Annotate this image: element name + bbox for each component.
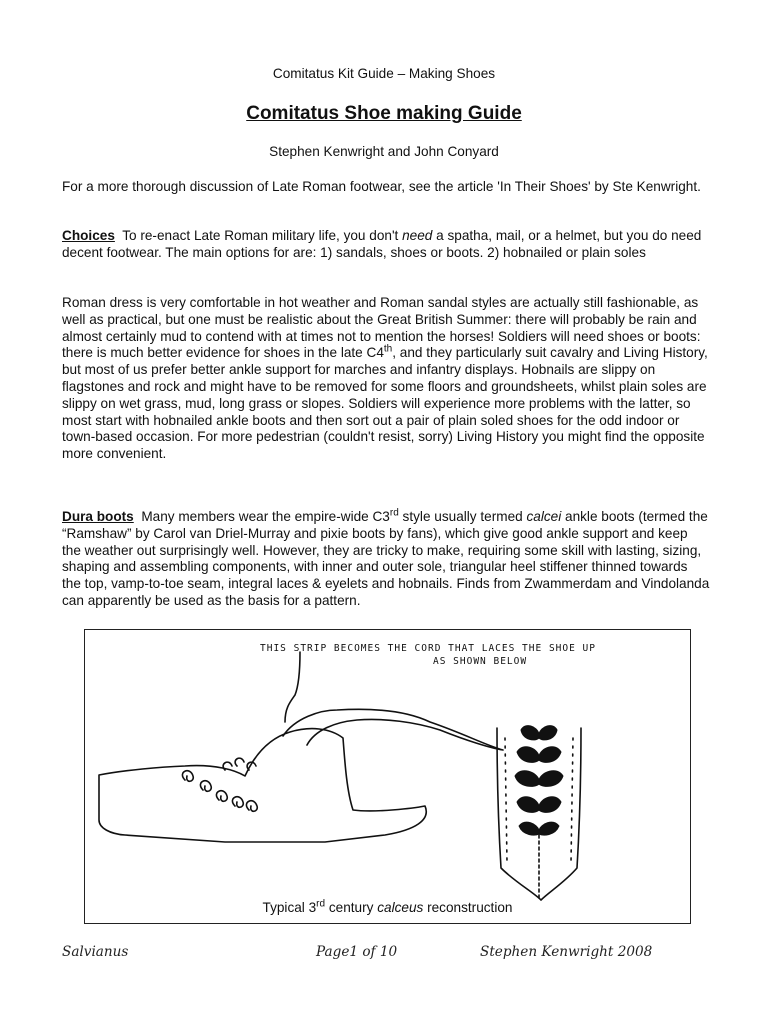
sole-stitch-left	[505, 738, 507, 862]
authors-line: Stephen Kenwright and John Conyard	[269, 144, 499, 159]
choices-heading: Choices	[62, 228, 115, 243]
dura-text-2: style usually termed	[398, 509, 527, 524]
boot-outline	[99, 729, 426, 842]
page-title: Comitatus Shoe making Guide	[246, 103, 522, 124]
laced-pattern	[515, 726, 563, 835]
roman-dress-paragraph	[62, 295, 710, 463]
dura-emphasis: calcei	[526, 509, 562, 524]
caption-superscript: rd	[316, 898, 326, 910]
pointer-line	[285, 652, 300, 722]
figure-note-line-2: AS SHOWN BELOW	[433, 656, 528, 667]
footer-page-number: Page1 of 10	[316, 944, 398, 960]
footer-left: Salvianus	[62, 944, 129, 960]
dura-text-1: Many members wear the empire-wide C3	[141, 509, 390, 524]
caption-text-3: reconstruction	[423, 900, 513, 915]
figure-note-line-1: THIS STRIP BECOMES THE CORD THAT LACES THE SHOE UP	[260, 643, 596, 654]
choices-emphasis: need	[402, 228, 433, 243]
dura-boots-paragraph	[62, 509, 710, 610]
figure-caption	[85, 900, 690, 915]
calceus-figure	[84, 629, 691, 924]
roman-text-2: , and they particularly suit cavalry and Living History, but most of us prefer better ankle support for marches and infantry displays. Hobnails are slippy on flagstones and rock and might have to be removed for some floors and groundsheets, whilst plain soles are slippy on wet grass, mud, long grass or slopes. Soldiers will experience more problems with the latter, so most start with hobnailed ankle boots and then sort out a pair of plain soled shoes for the odd indoor or town-based occasion. For more pedestrian (couldn't resist, sorry) Living History you might find the opposite more convenient.	[62, 345, 708, 462]
caption-emphasis: calceus	[377, 900, 424, 915]
dura-text-3: ankle boots (termed the “Ramshaw” by Carol van Driel-Murray and pixie boots by fans), which give good ankle support and keep the weather out surprisingly well. However, they are tricky to make, requiring some skill with lasting, sizing, shaping and assembling components, with inner and outer sole, triangular heel stiffener thinned towards the top, vamp-to-toe seam, integral laces & eyelets and hobnails. Finds from Zwammerdam and Vindolanda can apparently be used as the basis for a pattern.	[62, 509, 710, 608]
caption-text-2: century	[325, 900, 378, 915]
roman-superscript: th	[383, 343, 393, 355]
roman-text-1: Roman dress is very comfortable in hot weather and Roman sandal styles are actually still fashionable, as well as practical, but one must be realistic about the Great British Summer: there will probably be rain and almost certainly mud to contend with at times not to mention the horses! Soldiers will need shoes or boots: there is much better evidence for shoes in the late C4	[62, 295, 701, 361]
lacing-strip	[283, 709, 503, 750]
boot-eyelets	[182, 771, 257, 812]
choices-text-1: To re-enact Late Roman military life, you don't	[122, 228, 403, 243]
dura-heading: Dura boots	[62, 509, 134, 524]
sole-stitch-right	[571, 738, 573, 862]
calceus-sketch	[85, 630, 690, 923]
running-header: Comitatus Kit Guide – Making Shoes	[272, 66, 496, 81]
dura-superscript: rd	[389, 507, 399, 519]
footer-right: Stephen Kenwright 2008	[480, 944, 653, 960]
caption-text-1: Typical 3	[262, 900, 317, 915]
intro-paragraph: For a more thorough discussion of Late Roman footwear, see the article 'In Their Shoes' by Ste Kenwright.	[62, 179, 701, 194]
choices-text-2: a spatha, mail, or a helmet, but you do need decent footwear. The main options for are: 1) sandals, shoes or boots. 2) hobnailed or plain soles	[62, 228, 702, 260]
choices-paragraph	[62, 228, 710, 262]
